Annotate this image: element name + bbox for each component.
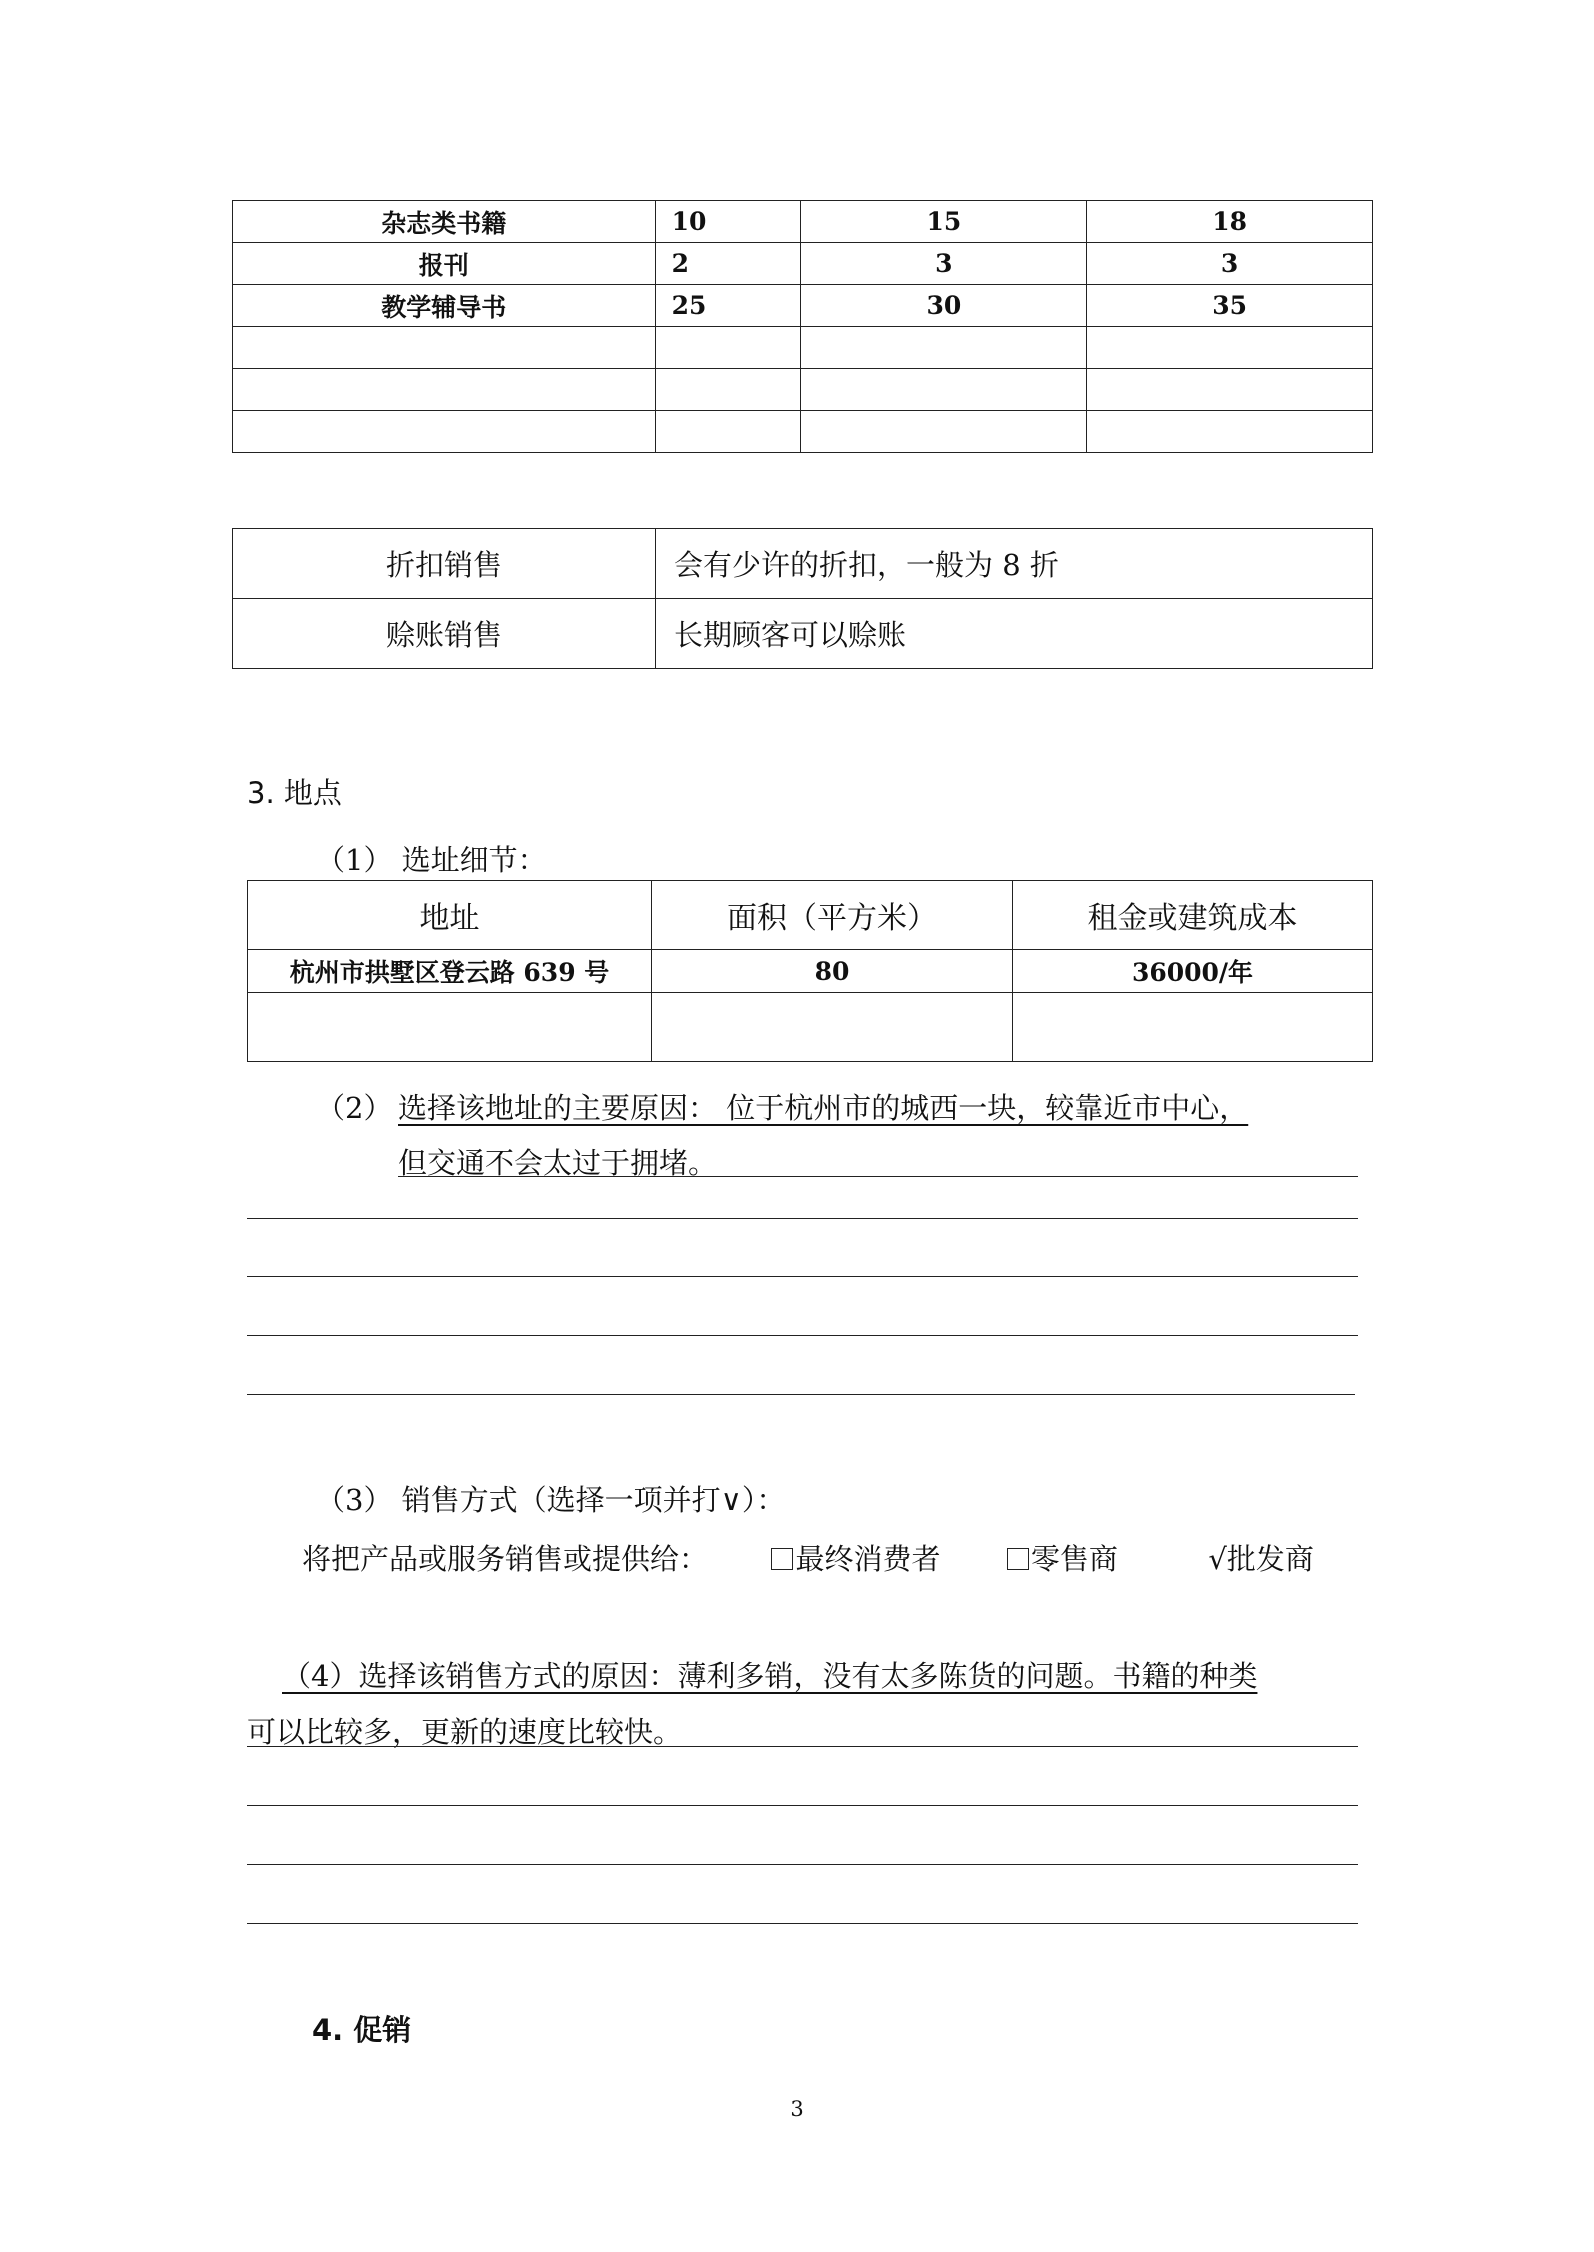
- table-cell: [655, 369, 801, 411]
- location-reason-text-line-2: 但交通不会太过于拥堵。: [398, 1146, 718, 1180]
- table-row: [248, 950, 1373, 993]
- checkbox-icon[interactable]: [1007, 1548, 1029, 1570]
- option-label: 最终消费者: [795, 1542, 941, 1576]
- table-cell: 3: [801, 243, 1087, 285]
- table-cell: 教学辅导书: [233, 285, 656, 327]
- table-row: [233, 369, 1373, 411]
- option-final-consumer[interactable]: [771, 1542, 949, 1576]
- table-row: [233, 411, 1373, 453]
- table-cell: 3: [1087, 243, 1373, 285]
- option-label: 批发商: [1226, 1542, 1314, 1576]
- table-cell: 25: [655, 285, 801, 327]
- sales-reason-text-line-1: （4）选择该销售方式的原因：薄利多销，没有太多陈货的问题。书籍的种类: [282, 1659, 1258, 1693]
- table-cell: [1013, 993, 1373, 1062]
- table-row: [233, 327, 1373, 369]
- check-mark-icon[interactable]: √: [1208, 1542, 1227, 1576]
- table-cell: [801, 327, 1087, 369]
- table-cell: 18: [1087, 201, 1373, 243]
- table-row: [233, 285, 1373, 327]
- option-retailer[interactable]: [1007, 1542, 1127, 1576]
- column-header: 面积（平方米）: [652, 881, 1013, 950]
- table-cell: 36000/年: [1013, 950, 1373, 993]
- blank-line: [247, 1864, 1358, 1865]
- checkbox-icon[interactable]: [771, 1548, 793, 1570]
- section-4-title: 4. 促销: [312, 2013, 412, 2047]
- table-row: [233, 243, 1373, 285]
- table-cell: 35: [1087, 285, 1373, 327]
- table-cell: 会有少许的折扣，一般为 8 折: [656, 529, 1373, 599]
- table-cell: [655, 327, 801, 369]
- page-number: 3: [790, 2097, 804, 2121]
- column-header: 租金或建筑成本: [1013, 881, 1373, 950]
- table-cell: [1087, 369, 1373, 411]
- location-reason-label: （2）: [316, 1091, 393, 1125]
- underline: [398, 1176, 1358, 1177]
- table-cell: 报刊: [233, 243, 656, 285]
- table-cell: [233, 327, 656, 369]
- sales-method-label: （3） 销售方式（选择一项并打∨）：: [316, 1483, 786, 1517]
- location-table: [247, 880, 1373, 1062]
- column-header: 地址: [248, 881, 652, 950]
- table-cell: 折扣销售: [233, 529, 656, 599]
- table-cell: [652, 993, 1013, 1062]
- table-cell: [1087, 327, 1373, 369]
- table-row: [233, 201, 1373, 243]
- table-cell: [1087, 411, 1373, 453]
- table-cell: 长期顾客可以赊账: [656, 599, 1373, 669]
- blank-line: [247, 1923, 1358, 1924]
- blank-line: [247, 1394, 1355, 1395]
- sales-prompt: 将把产品或服务销售或提供给：: [302, 1542, 709, 1576]
- table-row: [248, 993, 1373, 1062]
- table-cell: 2: [655, 243, 801, 285]
- table-cell: 杂志类书籍: [233, 201, 656, 243]
- price-table: [232, 200, 1373, 453]
- table-cell: 15: [801, 201, 1087, 243]
- table-cell: [801, 411, 1087, 453]
- table-cell: [248, 993, 652, 1062]
- blank-line: [247, 1805, 1358, 1806]
- sales-terms-table: [232, 528, 1373, 669]
- blank-line: [247, 1218, 1358, 1219]
- table-header-row: [248, 881, 1373, 950]
- table-cell: 10: [655, 201, 801, 243]
- option-label: 零售商: [1030, 1542, 1118, 1576]
- location-reason-text-line-1: 选择该地址的主要原因： 位于杭州市的城西一块，较靠近市中心，: [398, 1091, 1249, 1125]
- blank-line: [247, 1335, 1358, 1336]
- table-cell: [233, 411, 656, 453]
- table-cell: [801, 369, 1087, 411]
- table-cell: [233, 369, 656, 411]
- table-cell: 80: [652, 950, 1013, 993]
- table-cell: 杭州市拱墅区登云路 639 号: [248, 950, 652, 993]
- table-cell: 30: [801, 285, 1087, 327]
- table-row: [233, 599, 1373, 669]
- option-wholesaler[interactable]: [1208, 1542, 1314, 1576]
- table-cell: [655, 411, 801, 453]
- table-row: [233, 529, 1373, 599]
- section-3-title: 3. 地点: [247, 776, 342, 810]
- table-cell: 赊账销售: [233, 599, 656, 669]
- sales-method-row: [302, 1537, 1362, 1578]
- blank-line: [247, 1276, 1358, 1277]
- underline: [247, 1746, 1358, 1747]
- sales-reason-text-line-2: 可以比较多，更新的速度比较快。: [247, 1715, 683, 1749]
- site-details-label: （1） 选址细节：: [316, 843, 547, 877]
